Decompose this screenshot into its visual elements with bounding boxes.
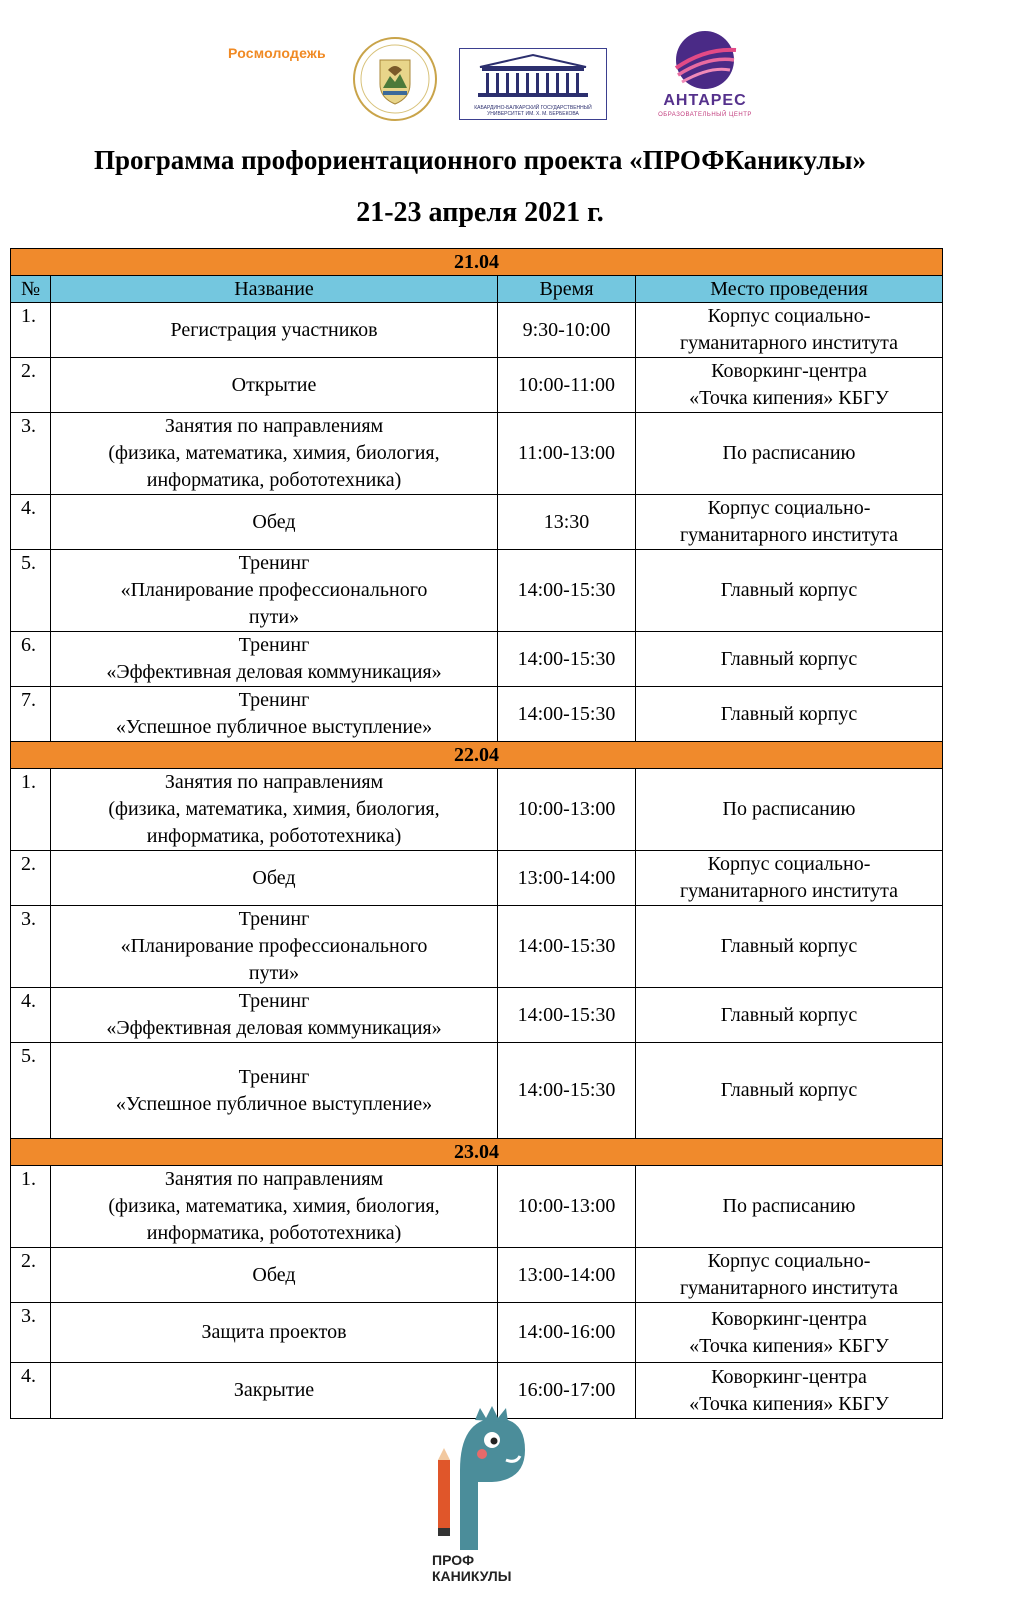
event-name-line: информатика, робототехника): [146, 469, 402, 491]
event-place: [636, 303, 943, 358]
event-name-line: Занятия по направлениям: [164, 771, 384, 793]
day-date: 21.04: [11, 249, 943, 276]
event-name-line: «Планирование профессионального: [120, 935, 428, 957]
row-number: 3.: [11, 413, 51, 495]
event-place-line: Главный корпус: [720, 579, 858, 601]
event-place-line: Коворкинг-центра: [711, 1365, 867, 1388]
event-time: 14:00-15:30: [498, 632, 636, 687]
event-time: 10:00-13:00: [498, 1166, 636, 1248]
schedule-body: [11, 249, 943, 1419]
event-time: 14:00-15:30: [498, 906, 636, 988]
row-number: 1.: [11, 1166, 51, 1248]
event-name: [51, 1043, 498, 1139]
rosmolodezh-logo: Росмолодежь: [228, 45, 326, 61]
event-name-line: Тренинг: [238, 990, 310, 1012]
event-time: 13:30: [498, 495, 636, 550]
table-row: [11, 988, 943, 1043]
day-header-row: [11, 742, 943, 769]
event-place: [636, 1248, 943, 1303]
event-time: 13:00-14:00: [498, 1248, 636, 1303]
event-time: 16:00-17:00: [498, 1363, 636, 1419]
column-header-time: Время: [498, 276, 636, 303]
row-number: 2.: [11, 1248, 51, 1303]
event-name: [51, 303, 498, 358]
schedule-table: [10, 248, 943, 1419]
event-place-line: Коворкинг-центра: [711, 1307, 867, 1330]
event-name: [51, 1166, 498, 1248]
event-name-line: Обед: [252, 866, 296, 889]
event-name-line: Защита проектов: [201, 1321, 347, 1343]
event-name-line: «Успешное публичное выступление»: [115, 1092, 433, 1115]
event-name-line: Занятия по направлениям: [164, 1168, 384, 1190]
event-time: 14:00-15:30: [498, 988, 636, 1043]
event-time: 10:00-13:00: [498, 769, 636, 851]
event-name-line: информатика, робототехника): [146, 1222, 402, 1244]
table-row: [11, 1166, 943, 1248]
event-time: 9:30-10:00: [498, 303, 636, 358]
event-place: [636, 1363, 943, 1419]
event-name: [51, 687, 498, 742]
table-row: [11, 413, 943, 495]
event-name-line: Регистрация участников: [170, 318, 378, 341]
day-header-row: [11, 249, 943, 276]
row-number: 4.: [11, 495, 51, 550]
event-place-line: Главный корпус: [720, 702, 858, 725]
event-place-line: По расписанию: [722, 798, 856, 820]
event-name: [51, 358, 498, 413]
kbgu-caption: КАБАРДИНО-БАЛКАРСКИЙ ГОСУДАРСТВЕННЫЙ УНИВЕРСИТЕТ ИМ. Х. М. БЕРБЕКОВА: [474, 105, 592, 117]
event-place-line: По расписанию: [722, 1195, 856, 1217]
table-row: [11, 358, 943, 413]
event-place-line: Главный корпус: [720, 935, 858, 957]
event-name-line: «Эффективная деловая коммуникация»: [106, 1017, 442, 1039]
event-place-line: «Точка кипения» КБГУ: [689, 1334, 889, 1357]
row-number: 4.: [11, 988, 51, 1043]
table-row: [11, 687, 943, 742]
column-header-name: Название: [51, 276, 498, 303]
row-number: 3.: [11, 1303, 51, 1363]
event-place: [636, 1166, 943, 1248]
event-name-line: пути»: [248, 962, 300, 984]
event-name-line: Закрытие: [233, 1379, 315, 1401]
event-place: [636, 687, 943, 742]
event-name: [51, 1303, 498, 1363]
event-place-line: Корпус социально-: [707, 853, 871, 875]
event-place: [636, 769, 943, 851]
event-name-line: Тренинг: [238, 689, 310, 711]
row-number: 5.: [11, 1043, 51, 1139]
event-place: [636, 1043, 943, 1139]
event-place: [636, 550, 943, 632]
row-number: 2.: [11, 851, 51, 906]
table-row: [11, 906, 943, 988]
day-header-row: [11, 1139, 943, 1166]
event-place-line: Корпус социально-: [707, 497, 871, 519]
row-number: 2.: [11, 358, 51, 413]
event-name-line: Открытие: [231, 373, 317, 396]
row-number: 7.: [11, 687, 51, 742]
event-place-line: гуманитарного института: [679, 524, 899, 546]
event-place-line: «Точка кипения» КБГУ: [689, 387, 889, 409]
table-row: [11, 1303, 943, 1363]
table-row: [11, 632, 943, 687]
event-name: [51, 906, 498, 988]
row-number: 6.: [11, 632, 51, 687]
antares-name: АНТАРЕС: [663, 92, 747, 109]
table-row: [11, 769, 943, 851]
event-name-line: (физика, математика, химия, биология,: [108, 1195, 440, 1217]
event-name-line: (физика, математика, химия, биология,: [108, 798, 440, 820]
kbgu-logo: [459, 48, 607, 120]
event-place-line: Главный корпус: [720, 647, 858, 670]
row-number: 1.: [11, 303, 51, 358]
logo-row: [0, 0, 1024, 130]
event-place-line: гуманитарного института: [679, 1277, 899, 1299]
event-place: [636, 1303, 943, 1363]
event-place: [636, 851, 943, 906]
event-name-line: (физика, математика, химия, биология,: [108, 442, 440, 464]
event-name-line: «Эффективная деловая коммуникация»: [106, 661, 442, 683]
event-place-line: Главный корпус: [720, 1079, 858, 1101]
row-number: 5.: [11, 550, 51, 632]
table-row: [11, 1043, 943, 1139]
row-number: 1.: [11, 769, 51, 851]
event-place-line: гуманитарного института: [679, 332, 899, 354]
table-row: [11, 1248, 943, 1303]
event-place-line: «Точка кипения» КБГУ: [689, 1392, 889, 1415]
column-header-row: [11, 276, 943, 303]
event-place: [636, 413, 943, 495]
page-subtitle: 21-23 апреля 2021 г.: [356, 197, 604, 228]
event-time: 11:00-13:00: [498, 413, 636, 495]
prof-logo-line2: КАНИКУЛЫ: [432, 1568, 512, 1584]
event-time: 10:00-11:00: [498, 358, 636, 413]
event-time: 13:00-14:00: [498, 851, 636, 906]
event-name: [51, 413, 498, 495]
event-place-line: Коворкинг-центра: [711, 360, 867, 382]
table-row: [11, 303, 943, 358]
antares-logo: [650, 28, 760, 128]
event-place: [636, 358, 943, 413]
day-date: 22.04: [11, 742, 943, 769]
event-time: 14:00-15:30: [498, 687, 636, 742]
event-name-line: Занятия по направлениям: [164, 415, 384, 437]
event-name: [51, 550, 498, 632]
event-name-line: Тренинг: [238, 634, 310, 656]
event-name-line: пути»: [248, 606, 300, 628]
event-place: [636, 632, 943, 687]
prof-logo-line1: ПРОФ: [432, 1552, 475, 1568]
event-place-line: Главный корпус: [720, 1003, 858, 1026]
event-name-line: Тренинг: [238, 908, 310, 930]
event-name: [51, 1248, 498, 1303]
day-date: 23.04: [11, 1139, 943, 1166]
antares-subtitle: ОБРАЗОВАТЕЛЬНЫЙ ЦЕНТР: [658, 112, 752, 118]
table-row: [11, 495, 943, 550]
column-header-place: Место проведения: [636, 276, 943, 303]
event-place-line: По расписанию: [722, 442, 856, 464]
kbr-coat-of-arms-logo: [352, 36, 438, 122]
event-name-line: Обед: [252, 1263, 296, 1286]
event-name-line: информатика, робототехника): [146, 825, 402, 847]
event-place-line: Корпус социально-: [707, 1250, 871, 1272]
university-building-icon: [460, 49, 606, 101]
page-title: Программа профориентационного проекта «ПРОФКаникулы»: [93, 145, 867, 175]
event-name: [51, 769, 498, 851]
event-place-line: Корпус социально-: [707, 305, 871, 327]
table-row: [11, 550, 943, 632]
event-place: [636, 495, 943, 550]
row-number: 3.: [11, 906, 51, 988]
event-time: 14:00-15:30: [498, 550, 636, 632]
event-name: [51, 495, 498, 550]
dinosaur-mascot-icon: [420, 1400, 540, 1550]
event-name-line: «Планирование профессионального: [120, 579, 428, 601]
event-name: [51, 851, 498, 906]
event-name: [51, 988, 498, 1043]
event-name-line: «Успешное публичное выступление»: [115, 716, 433, 738]
antares-sphere-icon: [650, 28, 760, 90]
event-time: 14:00-15:30: [498, 1043, 636, 1139]
profkanikuly-logo: [420, 1400, 540, 1590]
event-name-line: Обед: [252, 510, 296, 533]
event-place: [636, 988, 943, 1043]
table-row: [11, 851, 943, 906]
event-name-line: Тренинг: [238, 1065, 310, 1088]
event-place-line: гуманитарного института: [679, 880, 899, 902]
event-place: [636, 906, 943, 988]
column-header-num: №: [11, 276, 51, 303]
event-name: [51, 632, 498, 687]
row-number: 4.: [11, 1363, 51, 1419]
event-name-line: Тренинг: [238, 552, 310, 574]
event-time: 14:00-16:00: [498, 1303, 636, 1363]
